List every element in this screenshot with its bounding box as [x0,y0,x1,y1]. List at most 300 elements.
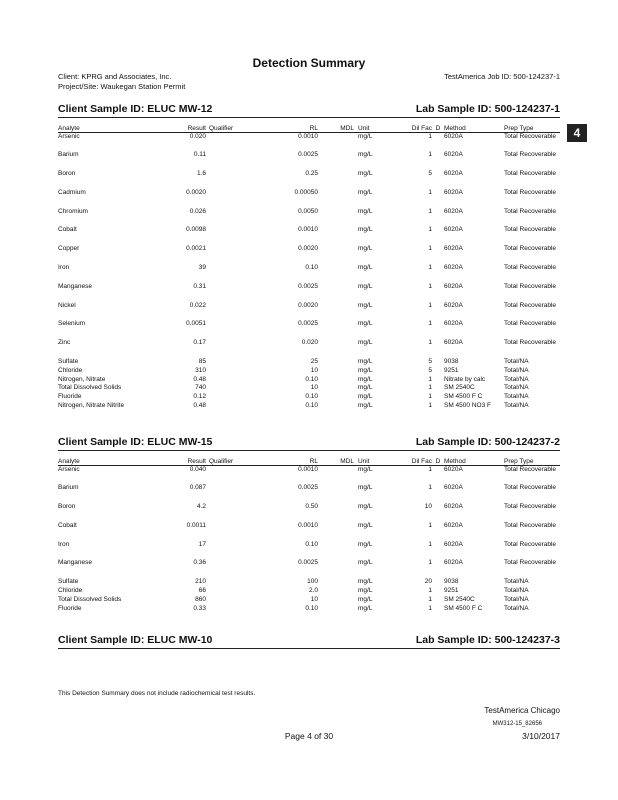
cell-prep-type: Total Recoverable [504,282,557,290]
cell-rl: 10 [310,366,318,374]
cell-mdl [318,503,354,522]
cell-mdl [318,541,354,560]
cell-d [432,522,444,541]
cell-result: 0.020 [189,133,206,140]
cell-dil-fac: 1 [428,559,432,567]
cell-prep-type: Total Recoverable [504,559,557,567]
cell-unit: mg/L [358,207,373,215]
cell-mdl [318,587,354,596]
cell-mdl [318,264,354,283]
table-row [58,133,560,152]
cell-qualifier [206,189,256,208]
cell-qualifier [206,264,256,283]
cell-dil-fac: 1 [428,587,432,595]
cell-d [432,484,444,503]
cell-analyte: Copper [58,245,80,253]
cell-d [432,208,444,227]
cell-qualifier [206,358,256,367]
cell-method: 6020A [444,133,463,140]
cell-prep-type: Total/NA [504,366,529,374]
cell-prep-type: Total Recoverable [504,521,557,529]
cell-dil-fac: 1 [428,282,432,290]
cell-method: 6020A [444,559,463,567]
cell-mdl [318,484,354,503]
cell-result: 310 [195,366,206,374]
cell-prep-type: Total Recoverable [504,320,557,328]
cell-unit: mg/L [358,503,373,511]
cell-qualifier [206,466,256,485]
cell-analyte: Zinc [58,339,71,347]
cell-qualifier [206,605,256,614]
cell-qualifier [206,151,256,170]
client-sample-id: Client Sample ID: ELUC MW-12 [58,103,213,115]
cell-d [432,393,444,402]
cell-analyte: Boron [58,170,76,178]
cell-method: 6020A [444,282,463,290]
cell-mdl [318,133,354,152]
cell-unit: mg/L [358,375,373,383]
col-qualifier: Qualifier [206,124,256,133]
cell-analyte: Sulfate [58,358,79,366]
cell-qualifier [206,245,256,264]
cell-analyte: Sulfate [58,578,79,586]
cell-d [432,302,444,321]
results-table [58,457,560,613]
cell-mdl [318,393,354,402]
cell-dil-fac: 10 [424,503,432,511]
cell-analyte: Chloride [58,587,83,595]
cell-unit: mg/L [358,559,373,567]
table-row [58,541,560,560]
cell-analyte: Cadmium [58,188,86,196]
cell-mdl [318,358,354,367]
page-title: Detection Summary [252,56,366,70]
col-mdl: MDL [318,124,354,133]
col-method: Method [444,457,504,466]
cell-unit: mg/L [358,170,373,178]
section-divider [58,450,560,451]
lab-name: TestAmerica Chicago [484,706,560,715]
cell-analyte: Barium [58,484,79,492]
cell-d [432,339,444,358]
cell-prep-type: Total Recoverable [504,264,557,272]
cell-d [432,245,444,264]
cell-d [432,320,444,339]
cell-rl: 0.0020 [298,301,318,309]
cell-prep-type: Total/NA [504,393,529,401]
cell-dil-fac: 1 [428,384,432,392]
cell-method: 6020A [444,503,463,511]
table-row [58,320,560,339]
cell-d [432,402,444,411]
table-row [58,302,560,321]
cell-analyte: Nitrogen, Nitrate Nitrite [58,402,125,410]
cell-unit: mg/L [358,282,373,290]
project-site: Project/Site: Waukegan Station Permit [58,82,186,91]
cell-result: 0.040 [189,466,206,473]
cell-unit: mg/L [358,402,373,410]
cell-result: 39 [198,264,206,272]
cell-unit: mg/L [358,521,373,529]
cell-mdl [318,402,354,411]
col-d: D [432,457,444,466]
cell-result: 4.2 [196,503,206,511]
cell-prep-type: Total Recoverable [504,133,557,140]
section-tab: 4 [567,124,587,142]
cell-analyte: Arsenic [58,133,80,140]
cell-analyte: Arsenic [58,466,80,473]
cell-dil-fac: 1 [428,264,432,272]
cell-method: SM 4500 F C [444,604,483,612]
cell-rl: 0.0010 [298,466,318,473]
cell-rl: 10 [310,384,318,392]
cell-unit: mg/L [358,384,373,392]
cell-mdl [318,466,354,485]
col-method: Method [444,124,504,133]
table-row [58,596,560,605]
section-divider [58,117,560,118]
cell-result: 0.48 [193,402,206,410]
cell-d [432,189,444,208]
cell-analyte: Total Dissolved Solids [58,595,122,603]
cell-qualifier [206,484,256,503]
cell-analyte: Nitrogen, Nitrate [58,375,106,383]
cell-analyte: Fluoride [58,604,82,612]
cell-unit: mg/L [358,587,373,595]
cell-dil-fac: 5 [428,170,432,178]
cell-rl: 0.0025 [298,484,318,492]
cell-unit: mg/L [358,595,373,603]
col-d: D [432,124,444,133]
cell-result: 0.11 [193,151,206,159]
table-row [58,189,560,208]
cell-qualifier [206,596,256,605]
cell-qualifier [206,393,256,402]
cell-unit: mg/L [358,366,373,374]
cell-qualifier [206,367,256,376]
cell-qualifier [206,339,256,358]
cell-analyte: Iron [58,264,70,272]
cell-dil-fac: 1 [428,466,432,473]
cell-rl: 0.10 [305,604,318,612]
cell-method: 6020A [444,301,463,309]
cell-result: 0.0011 [186,521,206,529]
col-prep-type: Prep Type [504,457,560,466]
cell-method: SM 2540C [444,595,475,603]
cell-d [432,367,444,376]
cell-rl: 0.10 [305,375,318,383]
cell-mdl [318,189,354,208]
table-row [58,605,560,614]
lab-sample-id: Lab Sample ID: 500-124237-3 [415,634,560,646]
cell-mdl [318,170,354,189]
cell-prep-type: Total Recoverable [504,188,557,196]
cell-prep-type: Total Recoverable [504,301,557,309]
cell-unit: mg/L [358,245,373,253]
cell-result: 860 [195,595,206,603]
cell-qualifier [206,541,256,560]
cell-mdl [318,578,354,587]
cell-d [432,264,444,283]
cell-dil-fac: 1 [428,595,432,603]
cell-prep-type: Total/NA [504,384,529,392]
cell-qualifier [206,320,256,339]
cell-qualifier [206,226,256,245]
cell-analyte: Boron [58,503,76,511]
col-unit: Unit [354,124,396,133]
col-unit: Unit [354,457,396,466]
cell-result: 0.026 [189,207,206,215]
table-row [58,587,560,596]
cell-mdl [318,605,354,614]
table-row [58,245,560,264]
cell-mdl [318,151,354,170]
cell-unit: mg/L [358,151,373,159]
cell-method: Nitrate by calc [444,375,486,383]
cell-rl: 0.0010 [298,226,318,234]
cell-method: 9251 [444,587,459,595]
cell-d [432,587,444,596]
cell-mdl [318,226,354,245]
cell-prep-type: Total/NA [504,358,529,366]
cell-rl: 0.0010 [298,133,318,140]
table-row [58,283,560,302]
lab-sample-id: Lab Sample ID: 500-124237-2 [415,436,560,448]
cell-prep-type: Total Recoverable [504,170,557,178]
cell-qualifier [206,283,256,302]
cell-rl: 0.50 [305,503,318,511]
cell-unit: mg/L [358,339,373,347]
cell-rl: 0.10 [305,393,318,401]
cell-rl: 0.0025 [298,559,318,567]
col-dil-fac: Dil Fac [396,457,432,466]
cell-rl: 0.00050 [294,188,318,196]
cell-rl: 0.10 [305,402,318,410]
cell-d [432,466,444,485]
cell-result: 210 [195,578,206,586]
cell-result: 66 [198,587,206,595]
cell-method: 6020A [444,226,463,234]
cell-method: 6020A [444,466,463,473]
table-row [58,393,560,402]
cell-result: 0.48 [193,375,206,383]
job-id: TestAmerica Job ID: 500-124237-1 [444,72,560,81]
cell-qualifier [206,302,256,321]
cell-result: 0.12 [193,393,206,401]
cell-mdl [318,339,354,358]
cell-result: 0.31 [193,282,206,290]
cell-unit: mg/L [358,540,373,548]
cell-unit: mg/L [358,301,373,309]
client-sample-id: Client Sample ID: ELUC MW-15 [58,436,213,448]
cell-prep-type: Total/NA [504,595,529,603]
client-sample-id: Client Sample ID: ELUC MW-10 [58,634,213,646]
cell-unit: mg/L [358,578,373,586]
cell-analyte: Manganese [58,559,92,567]
cell-analyte: Selenium [58,320,86,328]
cell-result: 0.0020 [186,188,206,196]
cell-result: 17 [198,540,206,548]
cell-dil-fac: 1 [428,540,432,548]
results-table [58,124,560,411]
col-result: Result [170,457,206,466]
table-row [58,226,560,245]
cell-analyte: Manganese [58,282,92,290]
cell-analyte: Total Dissolved Solids [58,384,122,392]
cell-mdl [318,320,354,339]
cell-unit: mg/L [358,188,373,196]
cell-result: 0.36 [193,559,206,567]
table-row [58,402,560,411]
cell-result: 740 [195,384,206,392]
cell-dil-fac: 1 [428,226,432,234]
cell-dil-fac: 1 [428,484,432,492]
cell-rl: 10 [310,595,318,603]
cell-analyte: Cobalt [58,521,77,529]
table-row [58,208,560,227]
cell-method: SM 2540C [444,384,475,392]
cell-rl: 0.0010 [298,521,318,529]
cell-prep-type: Total/NA [504,402,529,410]
table-row [58,367,560,376]
cell-mdl [318,283,354,302]
cell-dil-fac: 1 [428,151,432,159]
cell-rl: 0.25 [305,170,318,178]
cell-dil-fac: 1 [428,188,432,196]
cell-method: 9038 [444,358,459,366]
cell-method: SM 4500 NO3 F [444,402,491,410]
cell-unit: mg/L [358,133,373,140]
document-code: MW312-15_82656 [492,721,542,727]
cell-analyte: Fluoride [58,393,82,401]
cell-method: 6020A [444,151,463,159]
table-row [58,358,560,367]
cell-method: 6020A [444,245,463,253]
cell-d [432,384,444,393]
cell-result: 0.0051 [186,320,206,328]
cell-unit: mg/L [358,264,373,272]
cell-method: 6020A [444,188,463,196]
col-analyte: Analyte [58,457,170,466]
cell-dil-fac: 5 [428,366,432,374]
cell-result: 0.087 [189,484,206,492]
report-date: 3/10/2017 [522,731,560,741]
cell-result: 0.0021 [186,245,206,253]
table-row [58,559,560,578]
table-row [58,578,560,587]
cell-rl: 0.0025 [298,320,318,328]
cell-qualifier [206,402,256,411]
cell-prep-type: Total Recoverable [504,151,557,159]
cell-prep-type: Total Recoverable [504,207,557,215]
client-name: Client: KPRG and Associates, Inc. [58,72,172,81]
cell-unit: mg/L [358,358,373,366]
cell-analyte: Barium [58,151,79,159]
lab-sample-id: Lab Sample ID: 500-124237-1 [415,103,560,115]
table-row [58,151,560,170]
cell-rl: 0.0025 [298,151,318,159]
cell-result: 0.17 [193,339,206,347]
cell-mdl [318,559,354,578]
cell-qualifier [206,170,256,189]
table-row [58,384,560,393]
table-header [58,124,560,133]
cell-qualifier [206,587,256,596]
table-row [58,522,560,541]
cell-d [432,541,444,560]
table-row [58,503,560,522]
cell-method: 6020A [444,170,463,178]
cell-mdl [318,245,354,264]
cell-prep-type: Total Recoverable [504,226,557,234]
cell-qualifier [206,208,256,227]
cell-dil-fac: 1 [428,393,432,401]
col-mdl: MDL [318,457,354,466]
cell-unit: mg/L [358,484,373,492]
col-qualifier: Qualifier [206,457,256,466]
cell-result: 0.33 [193,604,206,612]
table-row [58,170,560,189]
cell-result: 0.022 [189,301,206,309]
cell-prep-type: Total Recoverable [504,503,557,511]
cell-prep-type: Total/NA [504,578,529,586]
cell-result: 0.0098 [186,226,206,234]
cell-analyte: Cobalt [58,226,77,234]
cell-dil-fac: 1 [428,521,432,529]
cell-rl: 0.10 [305,264,318,272]
cell-method: 6020A [444,339,463,347]
cell-d [432,358,444,367]
cell-dil-fac: 20 [424,578,432,586]
cell-prep-type: Total Recoverable [504,540,557,548]
cell-rl: 0.020 [301,339,318,347]
cell-result: 1.6 [196,170,206,178]
cell-dil-fac: 1 [428,402,432,410]
cell-method: 9251 [444,366,459,374]
cell-method: 6020A [444,521,463,529]
cell-d [432,376,444,385]
cell-prep-type: Total Recoverable [504,466,557,473]
cell-mdl [318,367,354,376]
cell-dil-fac: 1 [428,604,432,612]
cell-qualifier [206,376,256,385]
cell-prep-type: Total Recoverable [504,484,557,492]
cell-prep-type: Total/NA [504,587,529,595]
cell-unit: mg/L [358,466,373,473]
cell-unit: mg/L [358,393,373,401]
cell-dil-fac: 1 [428,339,432,347]
table-row [58,466,560,485]
cell-rl: 0.0025 [298,282,318,290]
table-row [58,264,560,283]
cell-qualifier [206,559,256,578]
cell-qualifier [206,503,256,522]
cell-rl: 0.0050 [298,207,318,215]
table-header [58,457,560,466]
cell-d [432,133,444,152]
cell-method: 9038 [444,578,459,586]
cell-mdl [318,302,354,321]
page-number: Page 4 of 30 [284,731,334,741]
col-dil-fac: Dil Fac [396,124,432,133]
cell-prep-type: Total Recoverable [504,339,557,347]
cell-unit: mg/L [358,226,373,234]
cell-dil-fac: 5 [428,358,432,366]
footer-note: This Detection Summary does not include radiochemical test results. [58,690,256,697]
cell-qualifier [206,522,256,541]
col-rl: RL [256,124,318,133]
cell-method: 6020A [444,207,463,215]
